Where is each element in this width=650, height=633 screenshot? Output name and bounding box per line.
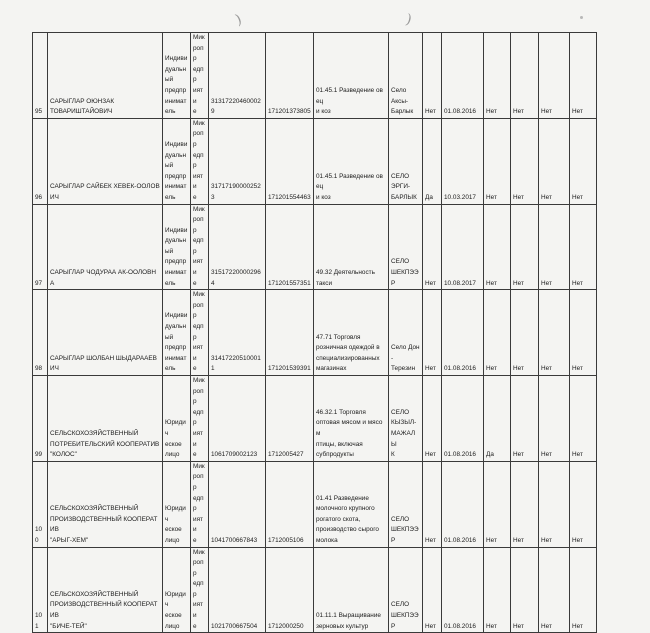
entity-name: СЕЛЬСКОХОЗЯЙСТВЕННЫЙ ПРОИЗВОДСТВЕННЫЙ КООПЕРАТИВ "БИЧЕ-ТЕЙ": [48, 547, 163, 633]
ogrn-number: 1061709002123: [209, 376, 266, 462]
flag-cell: Нет: [423, 547, 442, 633]
flag-cell: Нет: [484, 547, 511, 633]
flag-cell: Нет: [570, 547, 597, 633]
flag-cell: Нет: [539, 204, 570, 290]
inn-number: 171201539391: [266, 290, 314, 376]
table-row: [33, 376, 597, 462]
registry-table: [32, 32, 597, 633]
ogrn-number: 313172204600029: [209, 33, 266, 119]
flag-cell: Нет: [570, 204, 597, 290]
inn-number: 171201557351: [266, 204, 314, 290]
flag-cell: Нет: [423, 376, 442, 462]
registry-date: 01.08.2016: [442, 461, 484, 547]
entity-name: САРЫГЛАР ОЮНЗАК ТОВАРИШТАЙОВИЧ: [48, 33, 163, 119]
scan-artifact-mark: ): [404, 11, 414, 29]
inn-number: 171201554463: [266, 118, 314, 204]
flag-cell: Нет: [511, 461, 539, 547]
entity-type: Юридич еское лицо: [163, 376, 191, 462]
locality: Село Аксы- Барлык: [389, 33, 423, 119]
activity-code: 01.45.1 Разведение овец и коз: [314, 118, 389, 204]
registry-date: 01.08.2016: [442, 290, 484, 376]
inn-number: 1712000250: [266, 547, 314, 633]
activity-code: 01.11.1 Выращивание зерновых культур: [314, 547, 389, 633]
flag-cell: Нет: [511, 547, 539, 633]
flag-cell: Нет: [484, 204, 511, 290]
entity-name: САРЫГЛАР ШОЛБАН ШЫДАРААЕВИЧ: [48, 290, 163, 376]
table-row: [33, 547, 597, 633]
activity-code: 01.41 Разведение молочного крупного рогатого скота, производство сырого молока: [314, 461, 389, 547]
entity-name: СЕЛЬСКОХОЗЯЙСТВЕННЫЙ ПРОИЗВОДСТВЕННЫЙ КООПЕРАТИВ "АРЫГ-ХЕМ": [48, 461, 163, 547]
flag-cell: Да: [484, 376, 511, 462]
registry-date: 01.08.2016: [442, 547, 484, 633]
entity-name: САРЫГЛАР ЧОДУРАА АК-ООЛОВНА: [48, 204, 163, 290]
flag-cell: Нет: [570, 33, 597, 119]
business-category: Мик ропр едпр ияти е: [191, 204, 209, 290]
ogrn-number: 1041700667843: [209, 461, 266, 547]
locality: Село Дон- Терезин: [389, 290, 423, 376]
entity-type: Индиви дуальн ый предпр инимат ель: [163, 204, 191, 290]
flag-cell: Нет: [539, 547, 570, 633]
registry-date: 01.08.2016: [442, 376, 484, 462]
registry-date: 01.08.2016: [442, 33, 484, 119]
flag-cell: Нет: [511, 376, 539, 462]
row-number: 98: [33, 290, 48, 376]
activity-code: 49.32 Деятельность такси: [314, 204, 389, 290]
entity-type: Индиви дуальн ый предпр инимат ель: [163, 118, 191, 204]
flag-cell: Нет: [423, 33, 442, 119]
flag-cell: Нет: [484, 290, 511, 376]
locality: СЕЛО КЫЗЫЛ- МАЖАЛЫ К: [389, 376, 423, 462]
registry-date: 10.08.2017: [442, 204, 484, 290]
flag-cell: Нет: [423, 461, 442, 547]
flag-cell: Нет: [539, 376, 570, 462]
ogrn-number: 314172205100011: [209, 290, 266, 376]
entity-name: САРЫГЛАР САЙБЕК ХЕВЕК-ООЛОВИЧ: [48, 118, 163, 204]
business-category: Мик ропр едпр ияти е: [191, 290, 209, 376]
flag-cell: Нет: [423, 290, 442, 376]
business-category: Мик ропр едпр ияти е: [191, 376, 209, 462]
flag-cell: Нет: [570, 461, 597, 547]
flag-cell: Нет: [511, 290, 539, 376]
flag-cell: Нет: [539, 290, 570, 376]
inn-number: 171201373805: [266, 33, 314, 119]
business-category: Мик ропр едпр ияти е: [191, 118, 209, 204]
locality: СЕЛО ЭРГИ- БАРЛЫК: [389, 118, 423, 204]
activity-code: 47.71 Торговля розничная одеждой в специализированных магазинах: [314, 290, 389, 376]
ogrn-number: 1021700667504: [209, 547, 266, 633]
entity-name: СЕЛЬСКОХОЗЯЙСТВЕННЫЙ ПОТРЕБИТЕЛЬСКИЙ КООПЕРАТИВ "КОЛОС": [48, 376, 163, 462]
flag-cell: Нет: [539, 33, 570, 119]
flag-cell: Нет: [511, 204, 539, 290]
flag-cell: Нет: [511, 118, 539, 204]
registry-body: [33, 33, 597, 633]
flag-cell: Нет: [539, 118, 570, 204]
activity-code: 46.32.1 Торговля оптовая мясом и мясом птицы, включая субпродукты: [314, 376, 389, 462]
flag-cell: Нет: [570, 376, 597, 462]
row-number: 99: [33, 376, 48, 462]
scan-artifact-mark: ): [233, 11, 245, 29]
flag-cell: Нет: [539, 461, 570, 547]
row-number: 96: [33, 118, 48, 204]
scan-artifact-dot: [580, 16, 583, 19]
locality: СЕЛО ШЕКПЭЭР: [389, 547, 423, 633]
table-row: [33, 33, 597, 119]
flag-cell: Нет: [511, 33, 539, 119]
entity-type: Юридич еское лицо: [163, 547, 191, 633]
inn-number: 1712005427: [266, 376, 314, 462]
flag-cell: Нет: [423, 204, 442, 290]
business-category: Мик ропр едпр ияти е: [191, 461, 209, 547]
activity-code: 01.45.1 Разведение овец и коз: [314, 33, 389, 119]
table-row: [33, 290, 597, 376]
flag-cell: Нет: [570, 290, 597, 376]
table-row: [33, 204, 597, 290]
business-category: Мик ропр едпр ияти е: [191, 547, 209, 633]
row-number: 100: [33, 461, 48, 547]
row-number: 101: [33, 547, 48, 633]
table-row: [33, 461, 597, 547]
flag-cell: Нет: [484, 118, 511, 204]
flag-cell: Нет: [570, 118, 597, 204]
entity-type: Индиви дуальн ый предпр инимат ель: [163, 290, 191, 376]
business-category: Мик ропр едпр ияти е: [191, 33, 209, 119]
row-number: 97: [33, 204, 48, 290]
entity-type: Индиви дуальн ый предпр инимат ель: [163, 33, 191, 119]
registry-date: 10.03.2017: [442, 118, 484, 204]
row-number: 95: [33, 33, 48, 119]
flag-cell: Да: [423, 118, 442, 204]
ogrn-number: 317171900002523: [209, 118, 266, 204]
locality: СЕЛО ШЕКПЭЭР: [389, 204, 423, 290]
flag-cell: Нет: [484, 461, 511, 547]
locality: СЕЛО ШЕКПЭЭР: [389, 461, 423, 547]
inn-number: 1712005106: [266, 461, 314, 547]
table-row: [33, 118, 597, 204]
ogrn-number: 315172200002964: [209, 204, 266, 290]
entity-type: Юридич еское лицо: [163, 461, 191, 547]
flag-cell: Нет: [484, 33, 511, 119]
